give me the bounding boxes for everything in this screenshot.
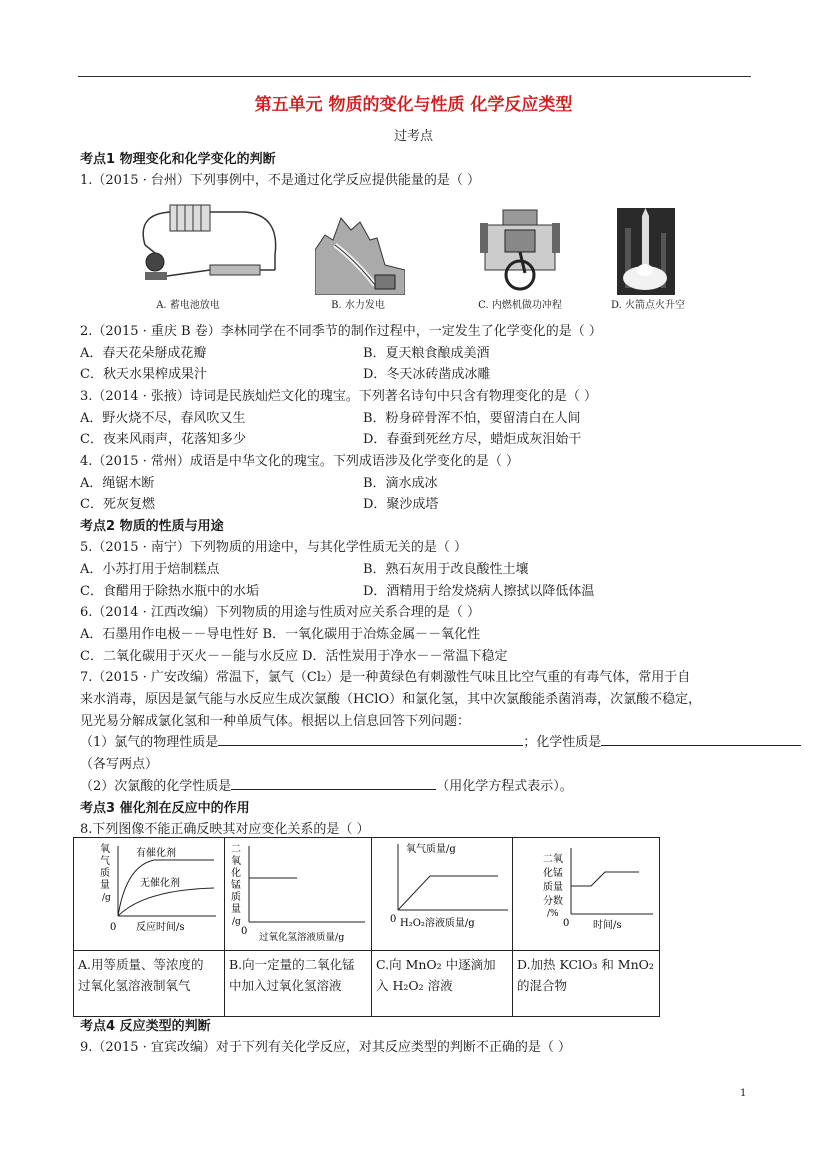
q8-graph-b-cell [225, 838, 372, 951]
graph-a-ylabel-5: /g [102, 893, 111, 903]
q7-sub-1-prefix: （1）氯气的物理性质是 [80, 735, 219, 750]
question-4: 4.（2015 · 常州）成语是中华文化的瑰宝。下列成语涉及化学变化的是（ ） [80, 454, 520, 469]
q4-option-d: D．聚沙成塔 [363, 497, 439, 512]
graph-b-ylabel-1: 二 [231, 844, 241, 855]
q6-options-line-1: A．石墨用作电极－－导电性好 B．一氧化碳用于冶炼金属－－氧化性 [80, 627, 481, 642]
battery-circuit-image [125, 200, 285, 295]
q1-caption-b: B. 水力发电 [331, 300, 385, 311]
section-heading-4: 考点4 反应类型的判断 [80, 1019, 211, 1034]
graph-d-ylabel-1: 二氧 [543, 854, 563, 865]
q8-graph-a-cell [74, 838, 225, 951]
q8-graph-d-cell [513, 838, 660, 951]
q7-sub-1 [80, 731, 801, 750]
q8-option-c-cell [372, 951, 513, 1017]
question-3: 3.（2014 · 张掖）诗词是民族灿烂文化的瑰宝。下列著名诗句中只含有物理变化的是（ ） [80, 389, 598, 404]
q8-graph-d [513, 838, 659, 946]
q5-option-a: A．小苏打用于焙制糕点 [80, 562, 220, 577]
section-heading-1: 考点1 物理变化和化学变化的判断 [80, 152, 276, 167]
q8-graph-table [73, 837, 660, 1017]
graph-b-ylabel-4: 锰 [231, 880, 241, 891]
q4-option-a: A．绳锯木断 [80, 476, 155, 491]
graph-c-xlabel: H₂O₂溶液质量/g [400, 918, 475, 929]
q4-option-c: C．死灰复燃 [80, 497, 155, 512]
graph-a-ylabel-3: 质 [100, 868, 110, 879]
hydropower-image [315, 210, 405, 295]
q8-option-a: A.用等质量、等浓度的过氧化氢溶液制氧气 [78, 957, 204, 993]
question-7-line-2: 来水消毒，原因是氯气能与水反应生成次氯酸（HClO）和氯化氢，其中次氯酸能杀菌消毒，次氯酸不稳定， [80, 692, 702, 707]
q7-equation-blank[interactable] [231, 777, 436, 790]
rocket-launch-image [617, 208, 675, 295]
section-heading-2: 考点2 物质的性质与用途 [80, 519, 224, 534]
graph-b-xlabel: 过氧化氢溶液质量/g [259, 932, 345, 943]
graph-a-ylabel-2: 气 [100, 856, 110, 867]
question-5: 5.（2015 · 南宁）下列物质的用途中，与其化学性质无关的是（ ） [80, 540, 468, 555]
graph-a-series-no-catalyst: 无催化剂 [140, 878, 180, 889]
graph-a-curve-no-catalyst [118, 888, 214, 916]
graph-b-origin: 0 [241, 926, 248, 937]
section-heading-3: 考点3 催化剂在反应中的作用 [80, 801, 250, 816]
graph-d-curve [571, 872, 639, 886]
q8-option-b-cell [225, 951, 372, 1017]
graph-d-ylabel-4: 分数 [543, 896, 563, 907]
q7-sub-2-suffix: （用化学方程式表示）。 [436, 779, 573, 794]
q3-option-d: D．春蚕到死丝方尽，蜡炬成灰泪始干 [363, 432, 582, 447]
question-7-line-1: 7.（2015 · 广安改编）常温下，氯气（Cl₂）是一种黄绿色有刺激性气味且比空气重的有毒气体，常用于自 [80, 670, 691, 685]
q8-option-b: B.向一定量的二氧化锰中加入过氧化氢溶液 [229, 957, 355, 993]
q8-graph-b [225, 838, 371, 946]
q5-option-b: B．熟石灰用于改良酸性土壤 [363, 562, 529, 577]
question-9: 9.（2015 · 宜宾改编）对于下列有关化学反应，对其反应类型的判断不正确的是（ ） [80, 1040, 572, 1055]
graph-d-origin: 0 [563, 918, 570, 929]
q7-sub-2 [80, 775, 573, 794]
graph-d-xlabel: 时间/s [593, 920, 622, 931]
q8-graph-c [372, 838, 512, 946]
question-2: 2.（2015 · 重庆 B 卷）李林同学在不同季节的制作过程中，一定发生了化学变化的是（ ） [80, 324, 602, 339]
graph-a-ylabel-4: 量 [100, 880, 110, 891]
q2-option-b: B．夏天粮食酿成美酒 [363, 346, 490, 361]
graph-c-curve [398, 876, 498, 910]
page-number: 1 [740, 1088, 747, 1099]
q1-caption-a: A. 蓄电池放电 [156, 300, 220, 311]
q8-graph-c-cell [372, 838, 513, 951]
question-6: 6.（2014 · 江西改编）下列物质的用途与性质对应关系合理的是（ ） [80, 605, 481, 620]
q5-option-c: C．食醋用于除热水瓶中的水垢 [80, 584, 259, 599]
q2-option-c: C．秋天水果榨成果汁 [80, 367, 207, 382]
graph-a-origin: 0 [110, 922, 117, 933]
q3-option-c: C．夜来风雨声，花落知多少 [80, 432, 246, 447]
graph-c-ylabel: 氧气质量/g [406, 844, 456, 855]
q5-option-d: D．酒精用于给发烧病人擦拭以降低体温 [363, 584, 595, 599]
q7-sub-1-middle: ；化学性质是 [523, 735, 602, 750]
q1-caption-d: D. 火箭点火升空 [610, 300, 686, 311]
q8-graph-a [74, 838, 224, 946]
graph-a-xlabel: 反应时间/s [136, 922, 185, 933]
question-7-line-3: 见光易分解成氯化氢和一种单质气体。根据以上信息回答下列问题： [80, 714, 471, 729]
q6-options-line-2: C．二氧化碳用于灭火－－能与水反应 D．活性炭用于净水－－常温下稳定 [80, 649, 508, 664]
question-8: 8.下列图像不能正确反映其对应变化关系的是（ ） [80, 822, 370, 837]
graph-b-ylabel-2: 氧 [231, 856, 241, 867]
q7-sub-2-prefix: （2）次氯酸的化学性质是 [80, 779, 232, 794]
top-rule [78, 76, 751, 77]
q8-option-c: C.向 MnO₂ 中逐滴加入 H₂O₂ 溶液 [376, 957, 496, 993]
graph-b-ylabel-3: 化 [231, 868, 241, 879]
graph-d-ylabel-3: 质量 [543, 882, 563, 893]
graph-d-ylabel-2: 化锰 [543, 868, 563, 879]
q4-option-b: B．滴水成冰 [363, 476, 438, 491]
page-title: 第五单元 物质的变化与性质 化学反应类型 [254, 95, 573, 115]
q8-option-d-cell [513, 951, 660, 1017]
graph-c-origin: 0 [390, 914, 397, 925]
graph-b-ylabel-5: 质 [231, 892, 241, 903]
q7-sub-1-note: （各写两点） [80, 757, 159, 772]
q8-option-a-cell [74, 951, 225, 1017]
question-1: 1.（2015 · 台州）下列事例中，不是通过化学反应提供能量的是（ ） [80, 173, 481, 188]
q7-chemical-blank[interactable] [601, 733, 801, 746]
q8-option-d: D.加热 KClO₃ 和 MnO₂ 的混合物 [517, 957, 654, 993]
graph-d-ylabel-5: /% [547, 909, 559, 919]
page-subtitle: 过考点 [393, 129, 433, 144]
q7-physical-blank[interactable] [218, 733, 523, 746]
graph-b-ylabel-6: 量 [231, 904, 241, 915]
q3-option-a: A．野火烧不尽，春风吹又生 [80, 411, 246, 426]
q1-caption-c: C. 内燃机做功冲程 [478, 300, 562, 311]
q2-option-a: A．春天花朵掰成花瓣 [80, 346, 207, 361]
graph-a-series-catalyst: 有催化剂 [136, 848, 176, 859]
q2-option-d: D．冬天冰砖凿成冰雕 [363, 367, 491, 382]
graph-a-ylabel-1: 氧 [100, 844, 110, 855]
combustion-engine-image [475, 205, 565, 295]
q3-option-b: B．粉身碎骨浑不怕，要留清白在人间 [363, 411, 581, 426]
graph-b-ylabel-7: /g [232, 917, 241, 927]
